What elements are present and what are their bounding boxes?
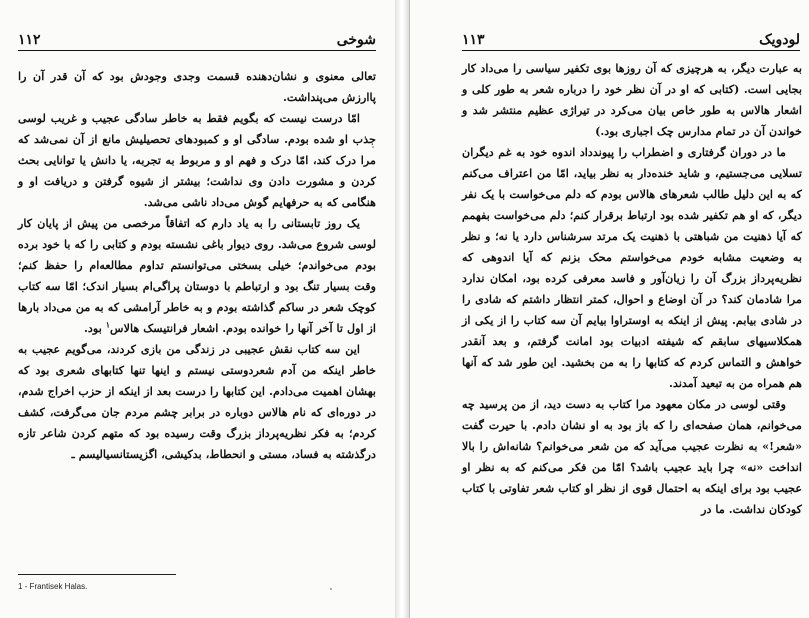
left-page — [0, 0, 396, 618]
left-page-body — [18, 66, 376, 465]
left-paragraph-4: این سه کتاب نقش عجیبی در زندگی من بازی کردند، می‌گویم عجیب به خاطر اینکه من آدم شعردوستی نیستم و اینها تنها کتابهای شعری بود که بهشان اهمیت می‌دادم. این کتابها را درست بعد از اینکه از حزب اخراج شدم، در دوره‌ای که نام هالاس دوباره در برابر چشم مردم جان می‌گرفت، کشف کردم؛ به فکر نظریه‌پرداز بزرگ وقت رسیده بود که متهم کردن شاعر تازه درگذشته به فساد، مستی و انحطاط، بدکیشی، اگزیستانسیالیسم ـ — [18, 342, 376, 461]
footnote-rule — [18, 574, 176, 575]
right-page-body — [462, 58, 802, 520]
footnote-marker: ۱ — [105, 319, 110, 330]
book-gutter — [395, 0, 409, 618]
left-paragraph-3 — [18, 213, 376, 339]
right-page-title: لودویک — [759, 32, 800, 48]
left-page-title: شوخی — [336, 32, 376, 48]
scan-speck — [330, 588, 332, 590]
scan-speck — [372, 146, 374, 148]
right-paragraph-3: وقتی لوسی در مکان معهود مرا کتاب به دست دید، از من پرسید چه می‌خوانم، همان صفحه‌ای را که باز بود به او نشان دادم. با حیرت گفت «شعر!» به نظرت عجیب می‌آید که من شعر می‌خوانم؟ شانه‌اش را بالا انداخت «نه» چرا باید عجیب باشد؟ امّا من فکر می‌کنم که به نظر او عجیب بود برای اینکه به احتمال قوی از نظر او کتاب شعر تفاوتی با کتاب کودکان نداشت. ما در — [462, 397, 802, 516]
left-paragraph-3-text: یک روز تابستانی را به یاد دارم که اتفاقاً مرخصی من پیش از پایان کار لوسی شروع می‌شد. روی دیوار باغی نشسته بودم و کتابی را که با خود برده بودم می‌خواندم؛ خیلی بسختی می‌توانستم تداوم مطالعه‌ام را حفظ کنم؛ وقت بسیار تنگ بود و ارتباطم با دوستان پراگی‌ام بسیار اندک؛ امّا سه کتاب کوچک شعر در ساکم گذاشته بودم و به خاطر آرامشی که به من می‌داد بارها از اول تا آخر آنها را خوانده بودم. اشعار فرانتیسک هالاس — [18, 216, 376, 335]
left-paragraph-3-end: بود. — [84, 321, 106, 335]
left-page-header — [18, 26, 376, 48]
right-header-rule — [462, 50, 800, 51]
right-page-header — [462, 26, 800, 48]
right-paragraph-2: ما در دوران گرفتاری و اضطراب را پیوندداد اندوه خود به غم دیگران تسلایی می‌جستیم، و شاید خنده‌دار به نظر بیاید، امّا من اعتراف می‌کنم که به این دلیل طالب شعرهای هالاس بودم که دلم می‌خواست با یک نفر دیگر، که او هم تکفیر شده بود ارتباط برقرار کنم؛ دلم می‌خواست بفهمم که آیا ذهنیت من شباهتی با ذهنیت یک مرتد سرشناس دارد یا نه؛ و نظر به وضعیت مشابه خودم می‌خواستم محک بزنم که آیا اندوهی که نظریه‌پرداز بزرگ آن را زیان‌آور و فاسد معرفی کرده بود، امکان ندارد مرا شادمان کند؟ در آن اوضاع و احوال، کمتر انتظار داشتم که شادی را در شادی بیابم. پیش از اینکه به اوستراوا بیایم آن سه کتاب را از یکی از همکلاسیهای سابقم که شیفته ادبیات بود امانت گرفتم، و بعد آنقدر خواهش و التماس کردم که کتابها را به من بخشید. این طور شد که آنها هم همراه من به تبعید آمدند. — [462, 145, 802, 390]
right-paragraph-1: به عبارت دیگر، به هرچیزی که آن روزها بوی تکفیر سیاسی را می‌داد کار بجایی است. (کتابی که او در آن نظر خود را درباره شعر به طور کلی و اشعار هالاس به طور خاص بیان می‌کرد در تیراژی عظیم منتشر شد و خواندن آن در تمام مدارس چک اجباری بود.) — [462, 61, 802, 138]
left-paragraph-2: امّا درست نیست که بگویم فقط به خاطر سادگی عجیب و غریب لوسی جذب او شده بودم. سادگی او و کمبودهای تحصیلیش مانع از آن نمی‌شد که مرا درک کند، امّا درک و فهم او و مربوط به تجربه، یا دانش یا توانایی بحث کردن و مشورت دادن وی نداشت؛ بیشتر از شیوه گرفتن و دریافت او و هنگامی که به حرفهایم گوش می‌داد ناشی می‌شد. — [18, 111, 376, 209]
left-page-number: ۱۱۲ — [18, 32, 41, 48]
right-page — [409, 0, 809, 618]
footnote: 1 - Frantisek Halas. — [18, 582, 88, 591]
right-page-number: ۱۱۳ — [462, 32, 485, 48]
left-paragraph-1: تعالی معنوی و نشان‌دهنده قسمت وجدی وجودش بود که آن قدر آن را پاارزش می‌پنداشت. — [18, 69, 376, 104]
left-header-rule — [18, 50, 376, 51]
